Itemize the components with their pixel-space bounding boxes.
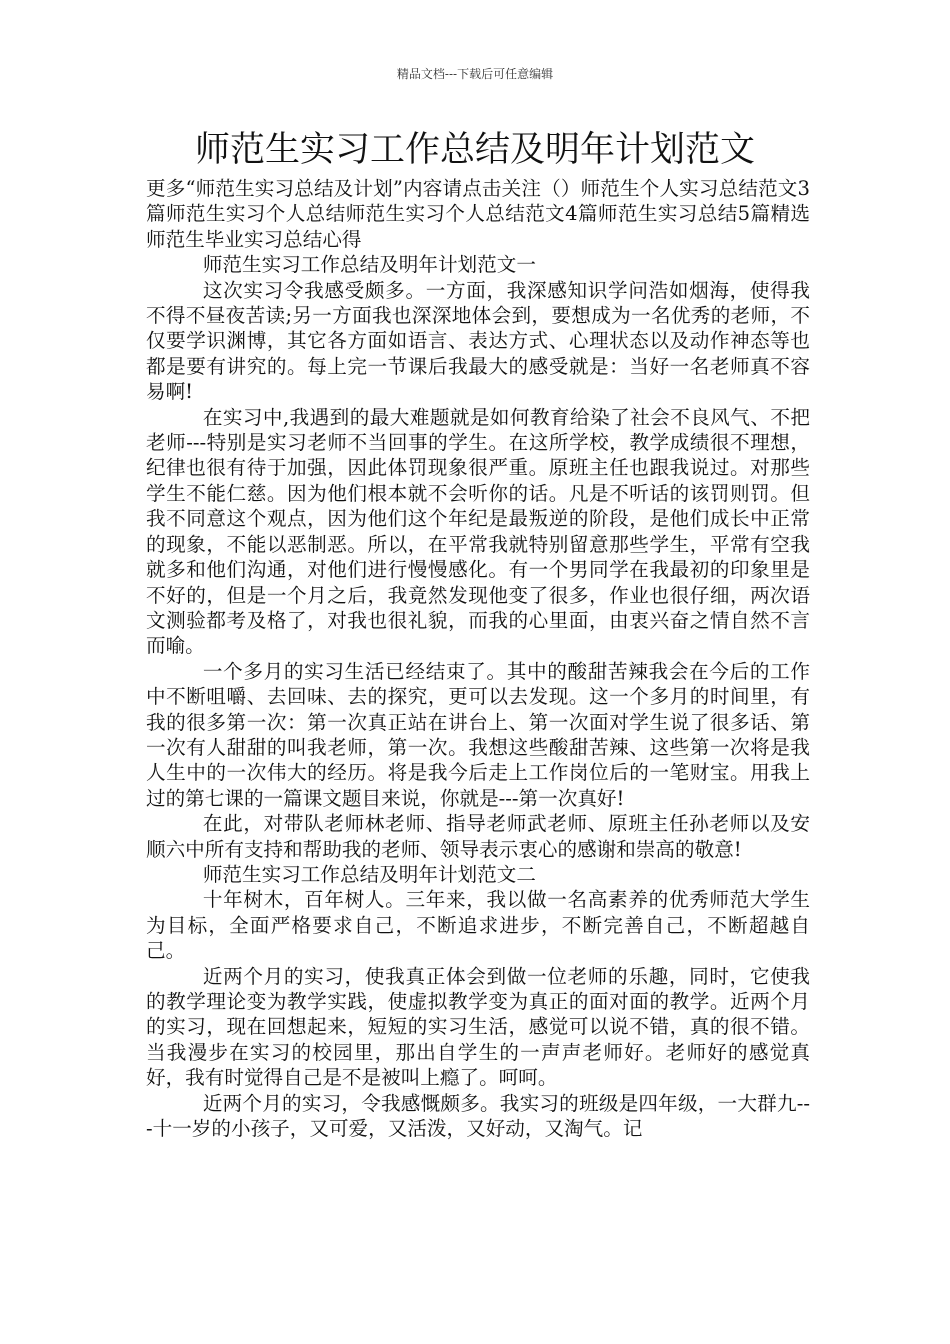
document-body xyxy=(146,176,810,1141)
section-heading-2: 师范生实习工作总结及明年计划范文二 xyxy=(202,862,536,886)
paragraph: 十年树木，百年树人。三年来，我以做一名高素养的优秀师范大学生为目标，全面严格要求自己，不断追求进步，不断完善自己，不断超越自己。 xyxy=(146,888,810,963)
paragraph-intro: 更多“师范生实习总结及计划”内容请点击关注（）师范生个人实习总结范文3篇师范生实习个人总结师范生实习个人总结范文4篇师范生实习总结5篇精选师范生毕业实习总结心得 xyxy=(146,177,810,251)
paragraph: 这次实习令我感受颇多。一方面，我深感知识学问浩如烟海，使得我不得不昼夜苦读;另一方面我也深深地体会到，要想成为一名优秀的老师，不仅要学识渊博，其它各方面如语言、表达方式、心理状态以及动作神态等也都是要有讲究的。每上完一节课后我最大的感受就是：当好一名老师真不容易啊! xyxy=(146,278,810,404)
section-heading-1: 师范生实习工作总结及明年计划范文一 xyxy=(202,253,536,277)
paragraph: 近两个月的实习，使我真正体会到做一位老师的乐趣，同时，它使我的教学理论变为教学实践，使虚拟教学变为真正的面对面的教学。近两个月的实习，现在回想起来，短短的实习生活，感觉可以说不错，真的很不错。当我漫步在实习的校园里，那出自学生的一声声老师好。老师好的感觉真好，我有时觉得自己是不是被叫上瘾了。呵呵。 xyxy=(146,964,810,1090)
paragraph: 近两个月的实习，令我感慨颇多。我实习的班级是四年级，一大群九---十一岁的小孩子，又可爱，又活泼，又好动，又淘气。记 xyxy=(146,1091,810,1141)
document-title: 师范生实习工作总结及明年计划范文 xyxy=(194,130,755,170)
paragraph: 在实习中,我遇到的最大难题就是如何教育给染了社会不良风气、不把老师---特别是实习老师不当回事的学生。在这所学校，教学成绩很不理想，纪律也很有待于加强，因此体罚现象很严重。原班主任也跟我说过。对那些学生不能仁慈。因为他们根本就不会听你的话。凡是不听话的该罚则罚。但我不同意这个观点，因为他们这个年纪是最叛逆的阶段，是他们成长中正常的现象，不能以恶制恶。所以，在平常我就特别留意那些学生，平常有空我就多和他们沟通，对他们进行慢慢感化。有一个男同学在我最初的印象里是不好的，但是一个月之后，我竟然发现他变了很多，作业也很仔细，两次语文测验都考及格了，对我也很礼貌，而我的心里面，由衷兴奋之情自然不言而喻。 xyxy=(146,405,810,658)
paragraph: 一个多月的实习生活已经结束了。其中的酸甜苦辣我会在今后的工作中不断咀嚼、去回味、去的探究，更可以去发现。这一个多月的时间里，有我的很多第一次：第一次真正站在讲台上、第一次面对学生说了很多话、第一次有人甜甜的叫我老师，第一次。我想这些酸甜苦辣、这些第一次将是我人生中的一次伟大的经历。将是我今后走上工作岗位后的一笔财宝。用我上过的第七课的一篇课文题目来说，你就是---第一次真好! xyxy=(146,659,810,810)
paragraph: 在此，对带队老师林老师、指导老师武老师、原班主任孙老师以及安顺六中所有支持和帮助我的老师、领导表示衷心的感谢和崇高的敬意! xyxy=(146,812,810,861)
page-header: 精品文档---下载后可任意编辑 xyxy=(396,67,554,81)
